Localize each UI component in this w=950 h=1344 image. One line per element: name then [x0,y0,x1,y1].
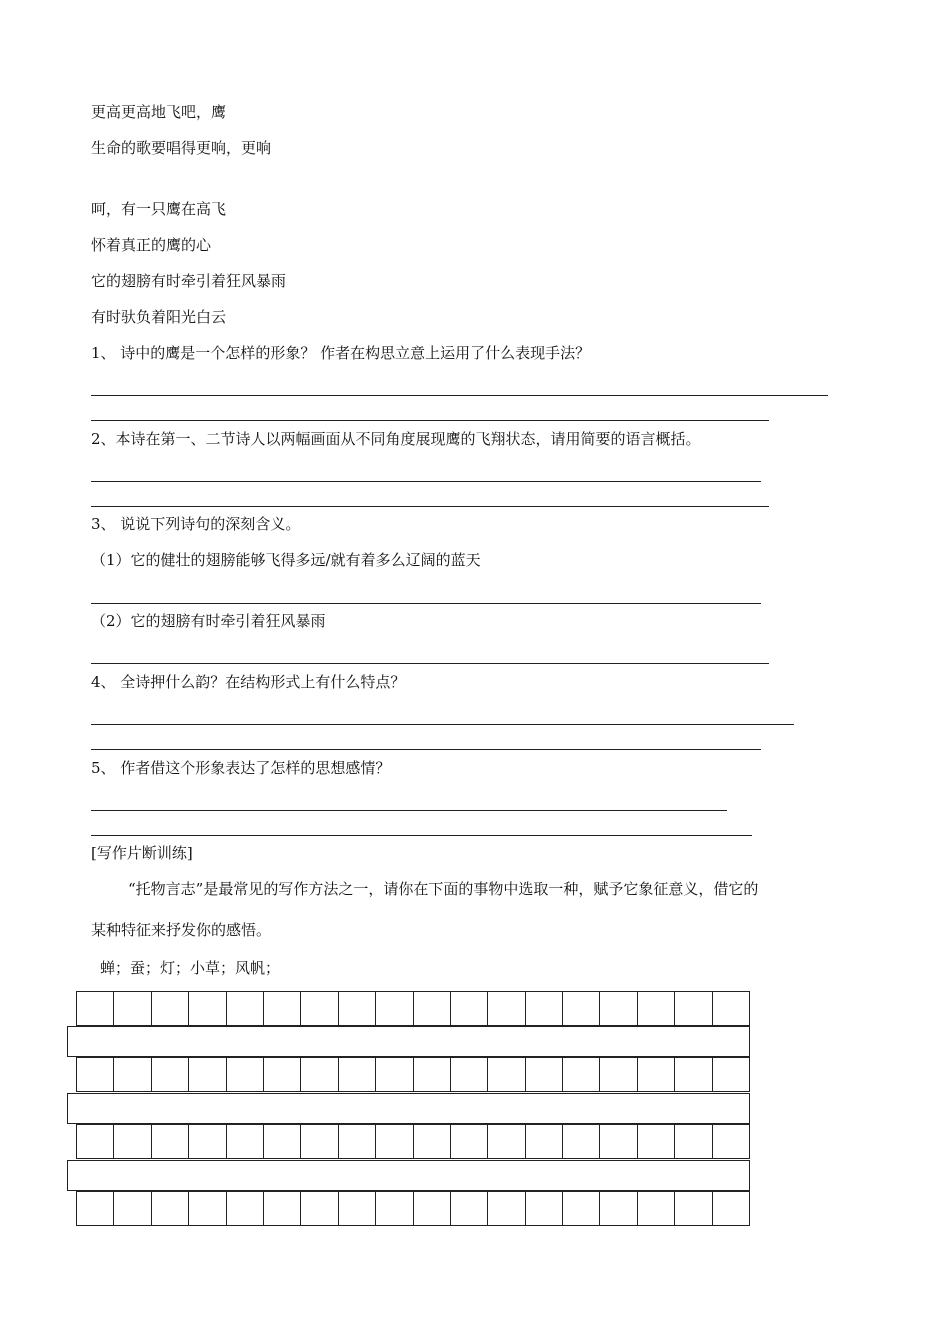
grid-cell[interactable] [188,1057,226,1092]
grid-cell[interactable] [338,991,376,1026]
grid-cell[interactable] [263,991,301,1026]
grid-cell[interactable] [226,991,264,1026]
grid-spacer [67,1026,750,1057]
writing-prompt-cont: 某种特征来抒发你的感悟。 [91,921,272,939]
grid-cell[interactable] [562,1057,600,1092]
poem-line: 更高更高地飞吧，鹰 [91,103,227,121]
grid-cell[interactable] [151,1124,189,1159]
grid-cell[interactable] [413,1191,451,1226]
grid-cell[interactable] [525,991,563,1026]
grid-cell[interactable] [113,991,151,1026]
grid-cell[interactable] [375,1191,413,1226]
grid-cell[interactable] [562,1124,600,1159]
grid-cell[interactable] [599,1057,637,1092]
grid-cell[interactable] [487,1191,525,1226]
grid-cell[interactable] [413,1057,451,1092]
grid-cell[interactable] [637,1057,675,1092]
grid-cell[interactable] [263,1124,301,1159]
grid-cell[interactable] [113,1191,151,1226]
writing-options: 蝉；蚕；灯；小草；风帆； [100,959,281,977]
grid-cell[interactable] [113,1057,151,1092]
grid-cell[interactable] [712,1124,750,1159]
grid-cell[interactable] [113,1124,151,1159]
poem-line: 怀着真正的鹰的心 [91,236,212,254]
question-5: 5、 作者借这个形象表达了怎样的思想感情？ [91,759,391,777]
answer-line[interactable] [91,420,769,421]
grid-cell[interactable] [76,1057,114,1092]
grid-cell[interactable] [637,991,675,1026]
question-3-1: （1）它的健壮的翅膀能够飞得多远/就有着多么辽阔的蓝天 [91,551,481,569]
answer-line[interactable] [91,395,828,396]
answer-line[interactable] [91,506,769,507]
grid-cell[interactable] [300,991,338,1026]
grid-cell[interactable] [674,1057,712,1092]
grid-cell[interactable] [525,1124,563,1159]
grid-cell[interactable] [263,1057,301,1092]
question-3-2: （2）它的翅膀有时牵引着狂风暴雨 [91,612,326,630]
grid-cell[interactable] [338,1124,376,1159]
grid-cell[interactable] [263,1191,301,1226]
grid-cell[interactable] [76,1124,114,1159]
grid-spacer [67,1160,750,1191]
grid-cell[interactable] [413,991,451,1026]
answer-line[interactable] [91,603,761,604]
answer-line[interactable] [91,810,727,811]
poem-line: 生命的歌要唱得更响，更响 [91,139,272,157]
answer-line[interactable] [91,663,769,664]
grid-cell[interactable] [637,1124,675,1159]
grid-cell[interactable] [76,991,114,1026]
grid-cell[interactable] [300,1057,338,1092]
grid-row [76,1057,750,1092]
grid-cell[interactable] [674,1191,712,1226]
grid-cell[interactable] [375,1124,413,1159]
grid-cell[interactable] [338,1191,376,1226]
grid-cell[interactable] [151,991,189,1026]
question-4: 4、 全诗押什么韵？在结构形式上有什么特点？ [91,673,406,691]
grid-cell[interactable] [674,991,712,1026]
grid-cell[interactable] [487,991,525,1026]
grid-cell[interactable] [562,991,600,1026]
grid-cell[interactable] [413,1124,451,1159]
grid-cell[interactable] [599,1191,637,1226]
grid-cell[interactable] [151,1191,189,1226]
grid-spacer [67,1093,750,1124]
grid-cell[interactable] [375,1057,413,1092]
grid-cell[interactable] [487,1057,525,1092]
grid-cell[interactable] [599,1124,637,1159]
answer-line[interactable] [91,835,752,836]
grid-cell[interactable] [188,991,226,1026]
grid-cell[interactable] [338,1057,376,1092]
grid-cell[interactable] [226,1191,264,1226]
grid-cell[interactable] [300,1191,338,1226]
poem-line: 呵，有一只鹰在高飞 [91,200,227,218]
grid-cell[interactable] [637,1191,675,1226]
grid-cell[interactable] [300,1124,338,1159]
grid-cell[interactable] [712,1191,750,1226]
question-1: 1、 诗中的鹰是一个怎样的形象？ 作者在构思立意上运用了什么表现手法？ [91,344,591,362]
grid-cell[interactable] [487,1124,525,1159]
answer-line[interactable] [91,724,794,725]
grid-cell[interactable] [525,1057,563,1092]
grid-cell[interactable] [450,1124,488,1159]
grid-cell[interactable] [226,1124,264,1159]
grid-row [76,991,750,1026]
grid-row [76,1124,750,1159]
question-2: 2、本诗在第一、二节诗人以两幅画面从不同角度展现鹰的飞翔状态，请用简要的语言概括。 [91,430,701,448]
poem-line: 有时驮负着阳光白云 [91,308,227,326]
poem-line: 它的翅膀有时牵引着狂风暴雨 [91,272,287,290]
grid-cell[interactable] [226,1057,264,1092]
writing-prompt: “托物言志”是最常见的写作方法之一，请你在下面的事物中选取一种，赋予它象征意义，借它的 [128,880,759,898]
grid-cell[interactable] [450,1057,488,1092]
answer-line[interactable] [91,749,761,750]
grid-cell[interactable] [375,991,413,1026]
grid-row [76,1191,750,1226]
answer-line[interactable] [91,481,761,482]
grid-cell[interactable] [188,1124,226,1159]
grid-cell[interactable] [188,1191,226,1226]
writing-heading: [写作片断训练] [91,844,193,862]
grid-cell[interactable] [525,1191,563,1226]
question-3: 3、 说说下列诗句的深刻含义。 [91,515,301,533]
grid-cell[interactable] [562,1191,600,1226]
grid-cell[interactable] [450,1191,488,1226]
grid-cell[interactable] [76,1191,114,1226]
grid-cell[interactable] [599,991,637,1026]
grid-cell[interactable] [450,991,488,1026]
grid-cell[interactable] [151,1057,189,1092]
grid-cell[interactable] [674,1124,712,1159]
grid-cell[interactable] [712,1057,750,1092]
grid-cell[interactable] [712,991,750,1026]
